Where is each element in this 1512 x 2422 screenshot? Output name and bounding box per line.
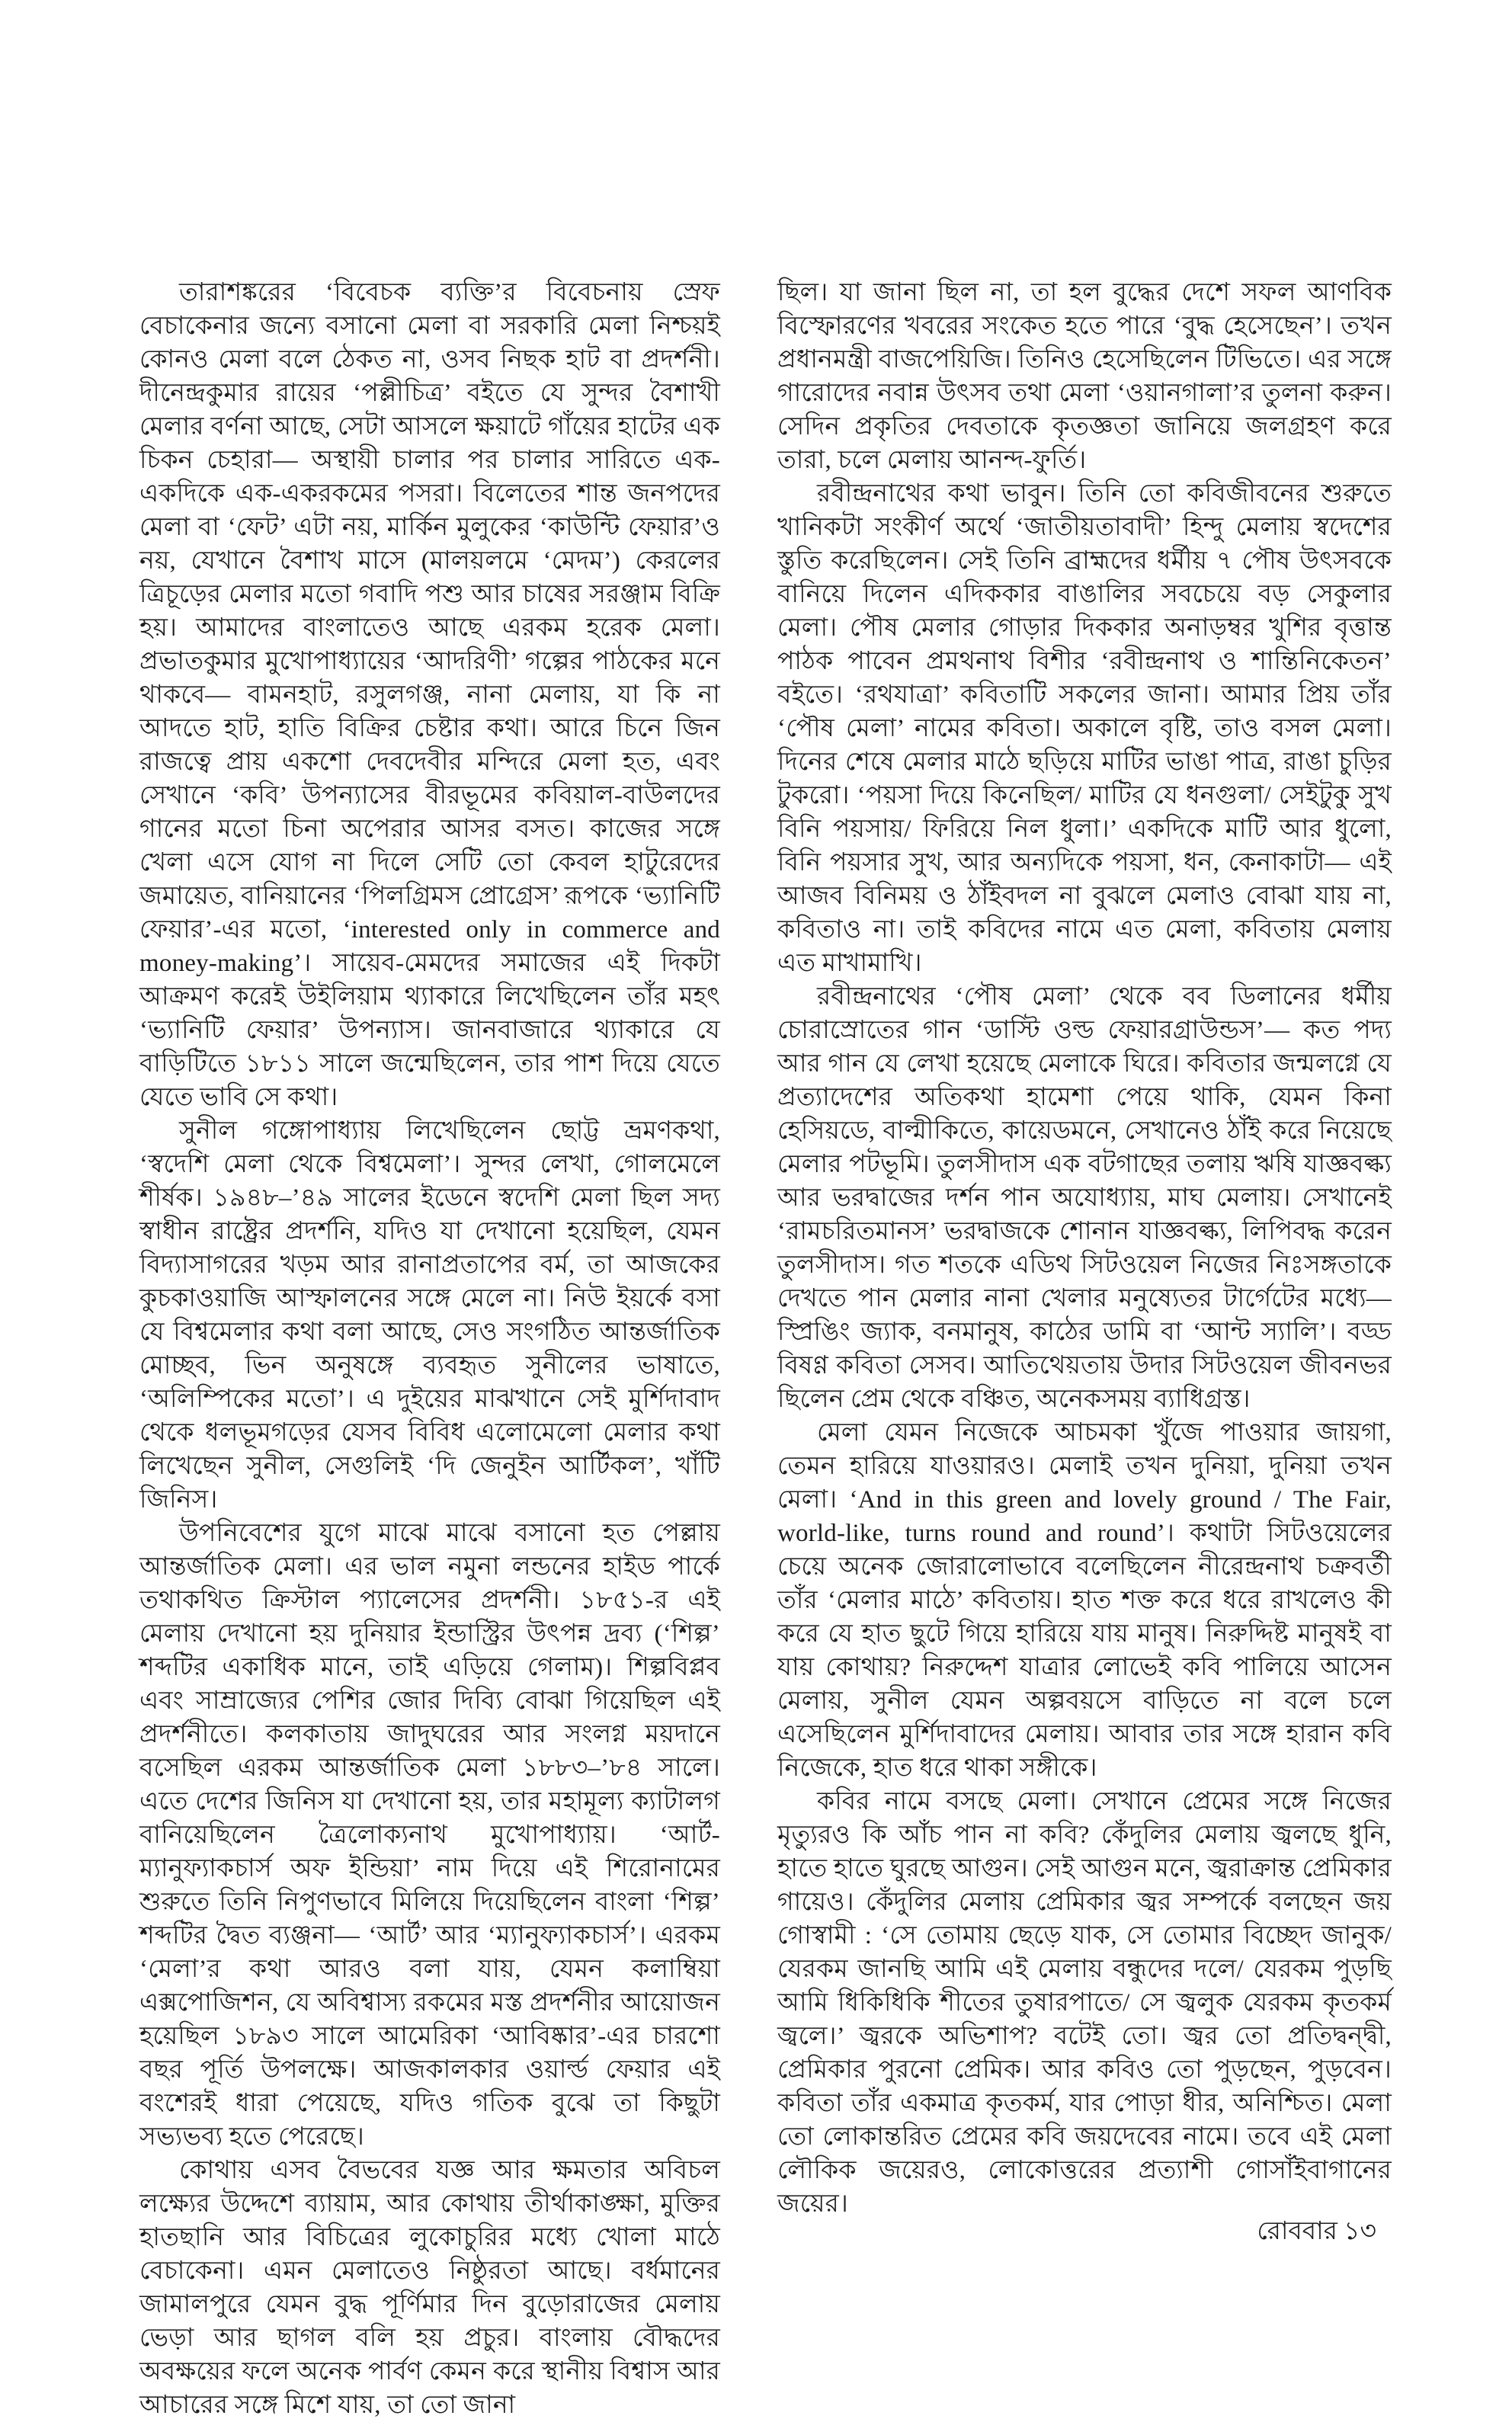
paragraph: সুনীল গঙ্গোপাধ্যায় লিখেছিলেন ছোট্ট ভ্রমণকথা, ‘স্বদেশি মেলা থেকে বিশ্বমেলা’। সুন্দর লেখা, গোলমেলে শীর্ষক। ১৯৪৮–’৪৯ সালের ইডেনে স্বদেশি মেলা ছিল সদ্য স্বাধীন রাষ্ট্রের প্রদর্শনি, যদিও যা দেখানো হয়েছিল, যেমন বিদ্যাসাগরের খড়ম আর রানাপ্রতাপের বর্ম, তা আজকের কুচকাওয়াজি আস্ফালনের সঙ্গে মেলে না। নিউ ইয়র্কে বসা যে বিশ্বমেলার কথা বলা আছে, সেও সংগঠিত আন্তর্জাতিক মোচ্ছব, ভিন অনুষঙ্গে ব্যবহৃত সুনীলের ভাষাতে, ‘অলিম্পিকের মতো’। এ দুইয়ের মাঝখানে সেই মুর্শিদাবাদ থেকে ধলভূমগড়ের যেসব বিবিধ এলোমেলো মেলার কথা লিখেছেন সুনীল, সেগুলিই ‘দি জেনুইন আর্টিকল’, খাঁটি জিনিস। <box>139 1117 720 1514</box>
paragraph: কোথায় এসব বৈভবের যজ্ঞ আর ক্ষমতার অবিচল লক্ষ্যের উদ্দেশে ব্যায়াম, আর কোথায় তীর্থাকাঙ্ক্ষা, মুক্তির হাতছানি আর বিচিত্রের লুকোচুরির মধ্যে খোলা মাঠে বেচাকেনা। এমন মেলাতেও নিষ্ঠুরতা আছে। বর্ধমানের জামালপুরে যেমন বুদ্ধ পূর্ণিমার দিন বুড়োরাজের মেলায় ভেড়া আর ছাগল বলি হয় প্রচুর। বাংলায় বৌদ্ধদের অবক্ষয়ের ফলে অনেক পার্বণ কেমন করে স্থানীয় বিশ্বাস আর আচারের সঙ্গে মিশে যায়, তা তো জানা <box>139 2157 720 2419</box>
paragraph: তারাশঙ্করের ‘বিবেচক ব্যক্তি’র বিবেচনায় স্রেফ বেচাকেনার জন্যে বসানো মেলা বা সরকারি মেলা নিশ্চয়ই কোনও মেলা বলে ঠেকত না, ওসব নিছক হাট বা প্রদর্শনী। দীনেন্দ্রকুমার রায়ের ‘পল্লীচিত্র’ বইতে যে সুন্দর বৈশাখী মেলার বর্ণনা আছে, সেটা আসলে ক্ষয়াটে গাঁয়ের হাটের এক চিকন চেহারা— অস্থায়ী চালার পর চালার সারিতে এক-একদিকে এক-একরকমের পসরা। বিলেতের শান্ত জনপদের মেলা বা ‘ফেট’ এটা নয়, মার্কিন মুলুকের ‘কাউন্টি ফেয়ার’ও নয়, যেখানে বৈশাখ মাসে (মালয়লমে ‘মেদম’) কেরলের ত্রিচূড়ের মেলার মতো গবাদি পশু আর চাষের সরঞ্জাম বিক্রি হয়। আমাদের বাংলাতেও আছে এরকম হরেক মেলা। প্রভাতকুমার মুখোপাধ্যায়ের ‘আদরিণী’ গল্পের পাঠকের মনে থাকবে— বামনহাট, রসুলগঞ্জ, নানা মেলায়, যা কি না আদতে হাট, হাতি বিক্রির চেষ্টার কথা। আরে চিনে জিন রাজত্বে প্রায় একশো দেবদেবীর মন্দিরে মেলা হত, এবং সেখানে ‘কবি’ উপন্যাসের বীরভূমের কবিয়াল-বাউলদের গানের মতো চিনা অপেরার আসর বসত। কাজের সঙ্গে খেলা এসে যোগ না দিলে সেটি তো কেবল হাটুরেদের জমায়েত, বানিয়ানের ‘পিলগ্রিমস প্রোগ্রেস’ রূপকে ‘ভ্যানিটি ফেয়ার’-এর মতো, ‘interested only in commerce and money-making’। সায়েব-মেমদের সমাজের এই দিকটা আক্রমণ করেই উইলিয়াম থ্যাকারে লিখেছিলেন তাঁর মহৎ ‘ভ্যানিটি ফেয়ার’ উপন্যাস। জানবাজারে থ্যাকারে যে বাড়িটিতে ১৮১১ সালে জন্মেছিলেন, তার পাশ দিয়ে যেতে যেতে ভাবি সে কথা। <box>139 279 720 1111</box>
paragraph: রবীন্দ্রনাথের কথা ভাবুন। তিনি তো কবিজীবনের শুরুতে খানিকটা সংকীর্ণ অর্থে ‘জাতীয়তাবাদী’ হিন্দু মেলায় স্বদেশের স্তুতি করেছিলেন। সেই তিনি ব্রাহ্মদের ধর্মীয় ৭ পৌষ উৎসবকে বানিয়ে দিলেন এদিককার বাঙালির সবচেয়ে বড় সেকুলার মেলা। পৌষ মেলার গোড়ার দিককার অনাড়ম্বর খুশির বৃত্তান্ত পাঠক পাবেন প্রমথনাথ বিশীর ‘রবীন্দ্রনাথ ও শান্তিনিকেতন’ বইতে। ‘রথযাত্রা’ কবিতাটি সকলের জানা। আমার প্রিয় তাঁর ‘পৌষ মেলা’ নামের কবিতা। অকালে বৃষ্টি, তাও বসল মেলা। দিনের শেষে মেলার মাঠে ছড়িয়ে মাটির ভাঙা পাত্র, রাঙা চুড়ির টুকরো। ‘পয়সা দিয়ে কিনেছিল/ মাটির যে ধনগুলা/ সেইটুকু সুখ বিনি পয়সায়/ ফিরিয়ে নিল ধুলা।’ একদিকে মাটি আর ধুলো, বিনি পয়সার সুখ, আর অন্যদিকে পয়সা, ধন, কেনাকাটা— এই আজব বিনিময় ও ঠাঁইবদল না বুঝলে মেলাও বোঝা যায় না, কবিতাও না। তাই কবিদের নামে এত মেলা, কবিতায় মেলায় এত মাখামাখি। <box>777 480 1392 977</box>
paragraph: ছিল। যা জানা ছিল না, তা হল বুদ্ধের দেশে সফল আণবিক বিস্ফোরণের খবরের সংকেত হতে পারে ‘বুদ্ধ হেসেছেন’। তখন প্রধানমন্ত্রী বাজপেয়িজি। তিনিও হেসেছিলেন টিভিতে। এর সঙ্গে গারোদের নবান্ন উৎসব তথা মেলা ‘ওয়ানগালা’র তুলনা করুন। সেদিন প্রকৃতির দেবতাকে কৃতজ্ঞতা জানিয়ে জলগ্রহণ করে তারা, চলে মেলায় আনন্দ-ফুর্তি। <box>777 279 1392 474</box>
paragraph: মেলা যেমন নিজেকে আচমকা খুঁজে পাওয়ার জায়গা, তেমন হারিয়ে যাওয়ারও। মেলাই তখন দুনিয়া, দুনিয়া তখন মেলা। ‘And in this green and lovely ground / The Fair, world-like, turns round and round’। কথাটা সিটওয়েলের চেয়ে অনেক জোরালোভাবে বলেছিলেন নীরেন্দ্রনাথ চক্রবর্তী তাঁর ‘মেলার মাঠে’ কবিতায়। হাত শক্ত করে ধরে রাখলেও কী করে যে হাত ছুটে গিয়ে হারিয়ে যায় মানুষ। নিরুদ্দিষ্ট মানুষই বা যায় কোথায়? নিরুদ্দেশ যাত্রার লোভেই কবি পালিয়ে আসেন মেলায়, সুনীল যেমন অল্পবয়সে বাড়িতে না বলে চলে এসেছিলেন মুর্শিদাবাদের মেলায়। আবার তার সঙ্গে হারান কবি নিজেকে, হাত ধরে থাকা সঙ্গীকে। <box>777 1419 1392 1782</box>
article-column-left <box>139 276 720 2422</box>
article-column-right <box>777 276 1392 2221</box>
paragraph: উপনিবেশের যুগে মাঝে মাঝে বসানো হত পেল্লায় আন্তর্জাতিক মেলা। এর ভাল নমুনা লন্ডনের হাইড পার্কে তথাকথিত ক্রিস্টাল প্যালেসের প্রদর্শনী। ১৮৫১-র এই মেলায় দেখানো হয় দুনিয়ার ইন্ডাস্ট্রির উৎপন্ন দ্রব্য (‘শিল্প’ শব্দটির একাধিক মানে, তাই এড়িয়ে গেলাম)। শিল্পবিপ্লব এবং সাম্রাজ্যের পেশির জোর দিব্যি বোঝা গিয়েছিল এই প্রদর্শনীতে। কলকাতায় জাদুঘরের আর সংলগ্ন ময়দানে বসেছিল এরকম আন্তর্জাতিক মেলা ১৮৮৩–’৮৪ সালে। এতে দেশের জিনিস যা দেখানো হয়, তার মহামূল্য ক্যাটালগ বানিয়েছিলেন ত্রৈলোক্যনাথ মুখোপাধ্যায়। ‘আর্ট-ম্যানুফ্যাকচার্স অফ ইন্ডিয়া’ নাম দিয়ে এই শিরোনামের শুরুতে তিনি নিপুণভাবে মিলিয়ে দিয়েছিলেন বাংলা ‘শিল্প’ শব্দটির দ্বৈত ব্যঞ্জনা— ‘আর্ট’ আর ‘ম্যানুফ্যাকচার্স’। এরকম ‘মেলা’র কথা আরও বলা যায়, যেমন কলাম্বিয়া এক্সপোজিশন, যে অবিশ্বাস্য রকমের মস্ত প্রদর্শনীর আয়োজন হয়েছিল ১৮৯৩ সালে আমেরিকা ‘আবিষ্কার’-এর চারশো বছর পূর্তি উপলক্ষে। আজকালকার ওয়ার্ল্ড ফেয়ার এই বংশেরই ধারা পেয়েছে, যদিও গতিক বুঝে তা কিছুটা সভ্যভব্য হতে পেরেছে। <box>139 1520 720 2151</box>
paragraph: কবির নামে বসছে মেলা। সেখানে প্রেমের সঙ্গে নিজের মৃত্যুরও কি আঁচ পান না কবি? কেঁদুলির মেলায় জ্বলছে ধুনি, হাতে হাতে ঘুরছে আগুন। সেই আগুন মনে, জ্বরাক্রান্ত প্রেমিকার গায়েও। কেঁদুলির মেলায় প্রেমিকার জ্বর সম্পর্কে বলছেন জয় গোস্বামী : ‘সে তোমায় ছেড়ে যাক, সে তোমার বিচ্ছেদ জানুক/ যেরকম জানছি আমি এই মেলায় বন্ধুদের দলে/ যেরকম পুড়ছি আমি ধিকিধিকি শীতের তুষারপাতে/ সে জ্বলুক যেরকম কৃতকর্ম জ্বলে।’ জ্বরকে অভিশাপ? বটেই তো। জ্বর তো প্রতিদ্বন্দ্বী, প্রেমিকার পুরনো প্রেমিক। আর কবিও তো পুড়ছেন, পুড়বেন। কবিতা তাঁর একমাত্র কৃতকর্ম, যার পোড়া ধীর, অনিশ্চিত। মেলা তো লোকান্তরিত প্রেমের কবি জয়দেবের নামে। তবে এই মেলা লৌকিক জয়েরও, লোকোত্তরের প্রত্যাশী গোসাঁইবাগানের জয়ের। <box>777 1788 1392 2218</box>
page-footer: রোববার ১৩ <box>1257 2218 1376 2245</box>
paragraph: রবীন্দ্রনাথের ‘পৌষ মেলা’ থেকে বব ডিলানের ধর্মীয় চোরাস্রোতের গান ‘ডাস্টি ওল্ড ফেয়ারগ্রাউন্ডস’— কত পদ্য আর গান যে লেখা হয়েছে মেলাকে ঘিরে। কবিতার জন্মলগ্নে যে প্রত্যাদেশের অতিকথা হামেশা পেয়ে থাকি, যেমন কিনা হেসিয়ডে, বাল্মীকিতে, কায়েডমনে, সেখানেও ঠাঁই করে নিয়েছে মেলার পটভূমি। তুলসীদাস এক বটগাছের তলায় ঋষি যাজ্ঞবল্ক্য আর ভরদ্বাজের দর্শন পান অযোধ্যায়, মাঘ মেলায়। সেখানেই ‘রামচরিতমানস’ ভরদ্বাজকে শোনান যাজ্ঞবল্ক্য, লিপিবদ্ধ করেন তুলসীদাস। গত শতকে এডিথ সিটওয়েল নিজের নিঃসঙ্গতাকে দেখতে পান মেলার নানা খেলার মনুষ্যেতর টার্গেটের মধ্যে— স্প্রিঙিং জ্যাক, বনমানুষ, কাঠের ডামি বা ‘আন্ট স্যালি’। বড্ড বিষণ্ণ কবিতা সেসব। আতিথেয়তায় উদার সিটওয়েল জীবনভর ছিলেন প্রেম থেকে বঞ্চিত, অনেকসময় ব্যাধিগ্রস্ত। <box>777 983 1392 1413</box>
